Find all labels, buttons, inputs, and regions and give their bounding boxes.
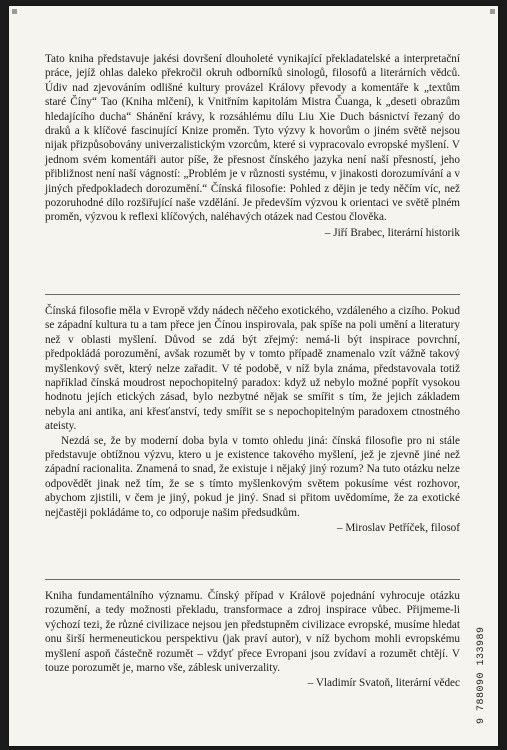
review-petricek bbox=[45, 304, 460, 536]
review-text: Čínská filosofie měla v Evropě vždy nádech něčeho exotického, vzdáleného a cizího. Pokud se západní kultura tu a tam přece jen Čínou inspirovala, pak spíše na poli umění a literatury než v oblasti myšlení. Důvod se zdá být zřejmý: nemá-li být inspirace povrchní, předpokládá porozumění, avšak rozumět by v tomto případě znamenalo vzít vážně takový myšlenkový svět, který nelze zařadit. V té podobě, v níž byla známa, představovala totiž například čínská moudrost nepochopitelný paradox: když už nebylo možné popřít vysokou hodnotu jejích etických zásad, bylo nezbytné nějak se smířit s tím, že jejich základem nebyla ani antika, ani křesťanství, tedy smířit se s nepochopitelným paradoxem ctnostného ateisty. bbox=[45, 305, 460, 433]
divider bbox=[45, 579, 460, 580]
corner-mark bbox=[490, 9, 495, 14]
review-author: – Miroslav Petříček, filosof bbox=[336, 522, 460, 535]
review-text: Kniha fundamentálního významu. Čínský případ v Královë pojednání vyhrocuje otázku rozumění, a tedy možnosti překladu, transformace a zdroj inspirace vůbec. Přijmeme-li výchozí tezi, že různé civilizace nejsou jen předstupněm civilizace evropské, musíme hledat onu širší hermeneutickou perspektivu (jak praví autor), v níž bychom mohli evropskému myšlení aspoň částečně rozumět – vždyť přece Evropani jsou zvídaví a rozumět chtějí. V touze porozumět je, marno vše, záblesk univerzality. bbox=[45, 590, 460, 675]
review-text: Nezdá se, že by moderní doba byla v tomto ohledu jiná: čínská filosofie pro ni stále představuje obtížnou výzvu, ktero u je existence takového myšlení, jež je zjevně jiné než západní racionalita. Znamená to snad, že existuje i nějaký jiný rozum? Na tuto otázku nelze odpovědět jinak než tím, že se s tímto myšlenkovým světem pokusíme vést rozhovor, abychom zjistili, v čem je jiný, pokud je jiný. Snad si přitom uvědomíme, že za exotické nejčastěji pokládáme to, co odporuje našim předsudkům. bbox=[45, 434, 460, 519]
review-svaton bbox=[45, 589, 460, 691]
review-author: – Vladimír Svatoň, literární vědec bbox=[307, 677, 460, 690]
review-brabec bbox=[45, 52, 460, 240]
corner-mark bbox=[12, 9, 17, 14]
review-text: Tato kniha představuje jakési dovršení dlouholeté vynikající překladatelské a interpretační práce, jejíž ohlas daleko překročil okruh odborníků sinologů, filosofů a literárních vědců. Údiv nad zjevováním odlišné kultury provázel Královy převody a komentáře k „textům staré Číny“ Tao (Kniha mlčení), k Vnitřním kapitolám Mistra Čuanga, k „deseti obrazům hledajícího ducha“ Shánění krávy, k rozsáhlému dílu Liu Xie Duch básnictví řezaný do draků a k klíčové fascinující Knize proměn. Tyto výzvy k hovorům o jiném světě nejsou nijak přizpůsobovány univerzalistickým vzorcům, které si vypracovalo evropské myšlení. V jednom svém komentáři autor píše, že přesnost čínského jazyka není naší přesností, jeho přibližnost není naší vágností: „Problém je v různosti systému, v jinakosti dorozumívání a v jiných předpokladech dorozumění.“ Čínská filosofie: Pohled z dějin je tedy něčím víc, než pozoruhodné dílo rozšiřující naše vzdělání. Je především výzvou k orientaci ve světě plném proměn, výzvou k reflexi klíčových, naléhavých otázek nad Cestou člověka. bbox=[45, 53, 460, 224]
book-back-cover bbox=[9, 6, 498, 746]
isbn-barcode-digits: 9 788090 133989 bbox=[476, 626, 487, 724]
divider bbox=[45, 294, 460, 295]
review-author: – Jiří Brabec, literární historik bbox=[324, 226, 460, 239]
